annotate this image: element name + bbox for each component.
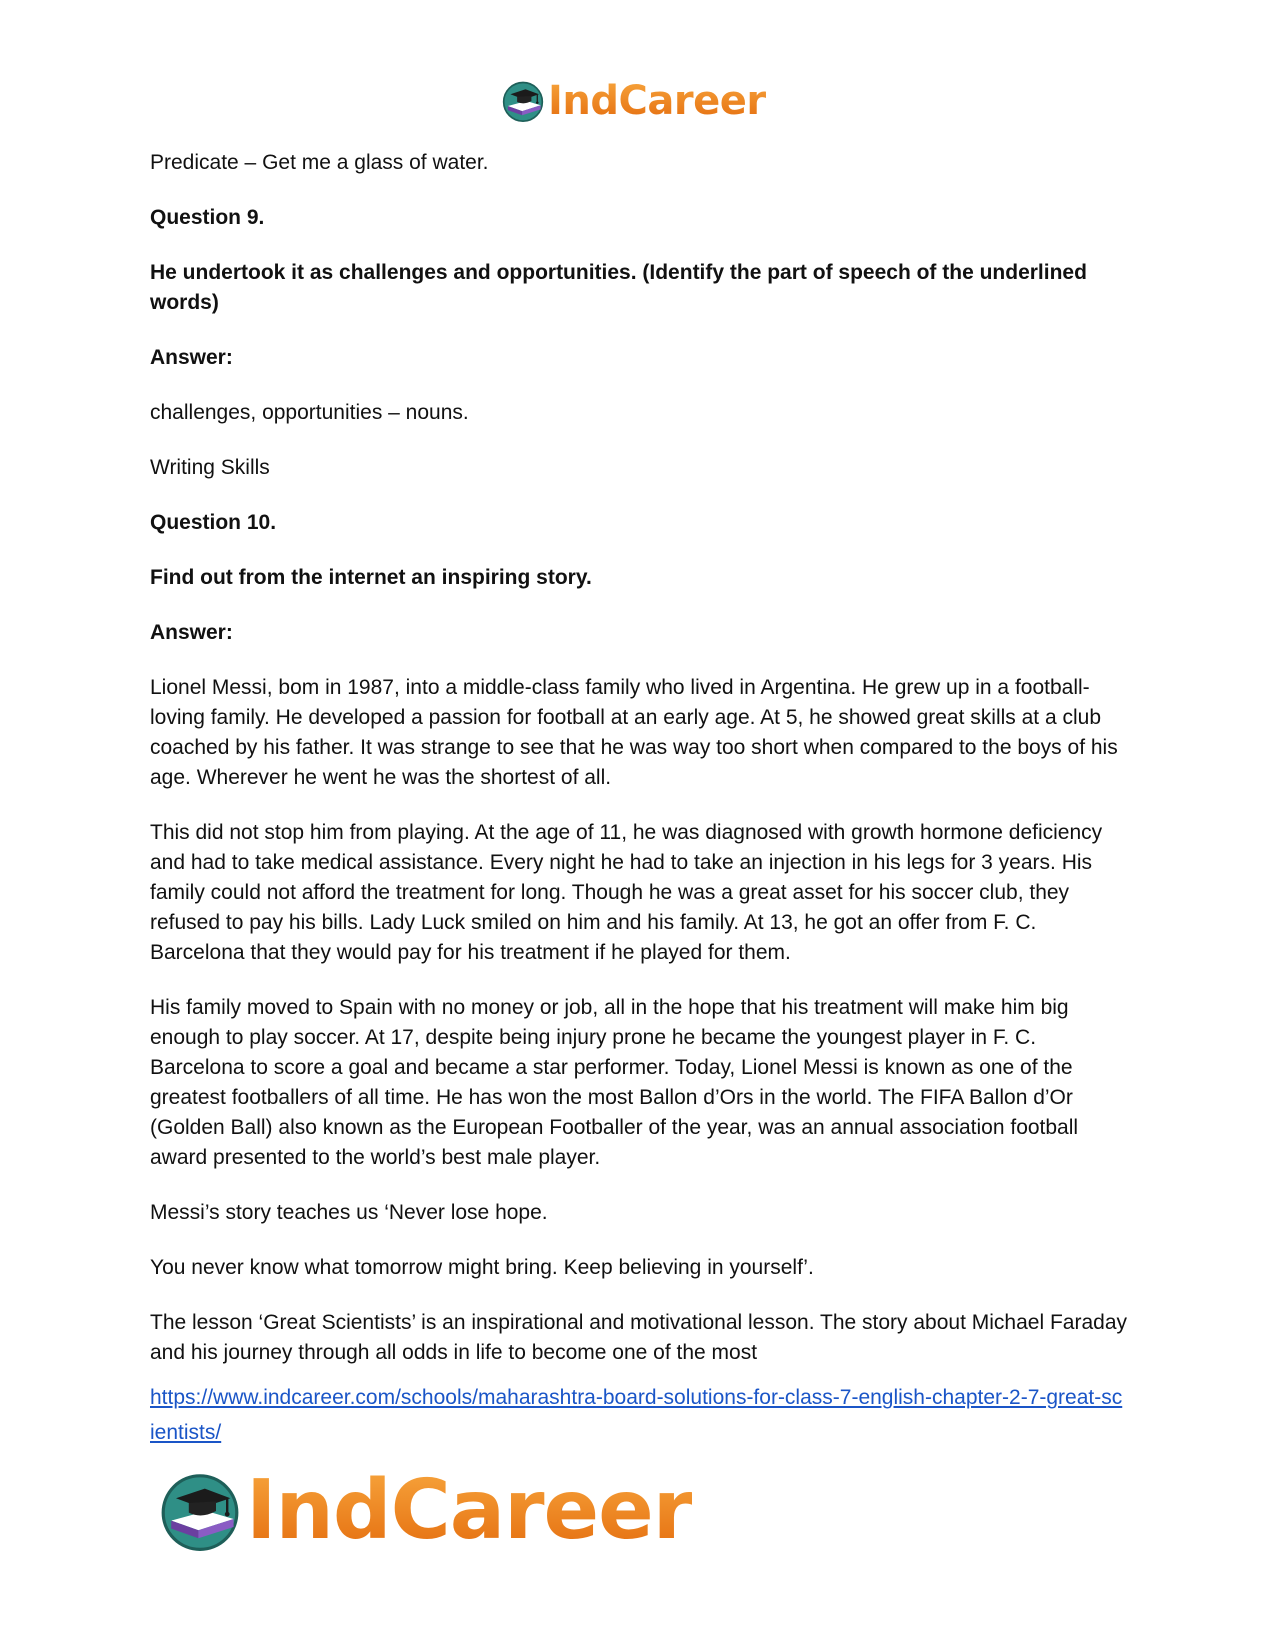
answer-9-text: challenges, opportunities – nouns. (150, 401, 469, 424)
story-moral-2: You never know what tomorrow might bring. Keep believing in yourself’. (150, 1256, 814, 1279)
section-writing-skills: Writing Skills (150, 456, 270, 479)
logo-wordmark: IndCareer (548, 78, 766, 124)
header-logo (502, 80, 766, 122)
story-paragraph-2: This did not stop him from playing. At the age of 11, he was diagnosed with growth hormone deficiency and had to take medical assistance. Every night he had to take an injection in his legs for 3 years. His family could not afford the treatment for long. Though he was a great asset for his soccer club, they refused to pay his bills. Lady Luck smiled on him and his family. At 13, he got an offer from F. C. Barcelona that they would pay for his treatment if he played for them. (150, 821, 1103, 964)
logo-wordmark: IndCareer (246, 1463, 693, 1558)
question-9-text: He undertook it as challenges and opportunities. (Identify the part of speech of the underlined words) (150, 261, 1087, 314)
answer-label-9: Answer: (150, 346, 233, 369)
source-link[interactable]: https://www.indcareer.com/schools/maharashtra-board-solutions-for-class-7-english-chapter-2-7-great-scientists/ (150, 1386, 1123, 1444)
document-body (150, 148, 1130, 1393)
footer-logo (160, 1463, 693, 1558)
question-9-heading: Question 9. (150, 206, 265, 229)
graduation-cap-book-icon (160, 1471, 240, 1551)
question-10-heading: Question 10. (150, 511, 277, 534)
story-moral-1: Messi’s story teaches us ‘Never lose hope. (150, 1201, 548, 1224)
paragraph-predicate: Predicate – Get me a glass of water. (150, 151, 489, 174)
answer-label-10: Answer: (150, 621, 233, 644)
lesson-summary: The lesson ‘Great Scientists’ is an inspirational and motivational lesson. The story about Michael Faraday and his journey through all odds in life to become one of the most (150, 1311, 1127, 1364)
graduation-cap-book-icon (502, 80, 544, 122)
question-10-text: Find out from the internet an inspiring story. (150, 566, 592, 589)
story-paragraph-1: Lionel Messi, bom in 1987, into a middle-class family who lived in Argentina. He grew up in a football-loving family. He developed a passion for football at an early age. At 5, he showed great skills at a club coached by his father. It was strange to see that he was way too short when compared to the boys of his age. Wherever he went he was the shortest of all. (150, 676, 1118, 789)
story-paragraph-3: His family moved to Spain with no money or job, all in the hope that his treatment will make him big enough to play soccer. At 17, despite being injury prone he became the youngest player in F. C. Barcelona to score a goal and became a star performer. Today, Lionel Messi is known as one of the greatest footballers of all time. He has won the most Ballon d’Ors in the world. The FIFA Ballon d’Or (Golden Ball) also known as the European Footballer of the year, was an annual association football award presented to the world’s best male player. (150, 996, 1079, 1169)
